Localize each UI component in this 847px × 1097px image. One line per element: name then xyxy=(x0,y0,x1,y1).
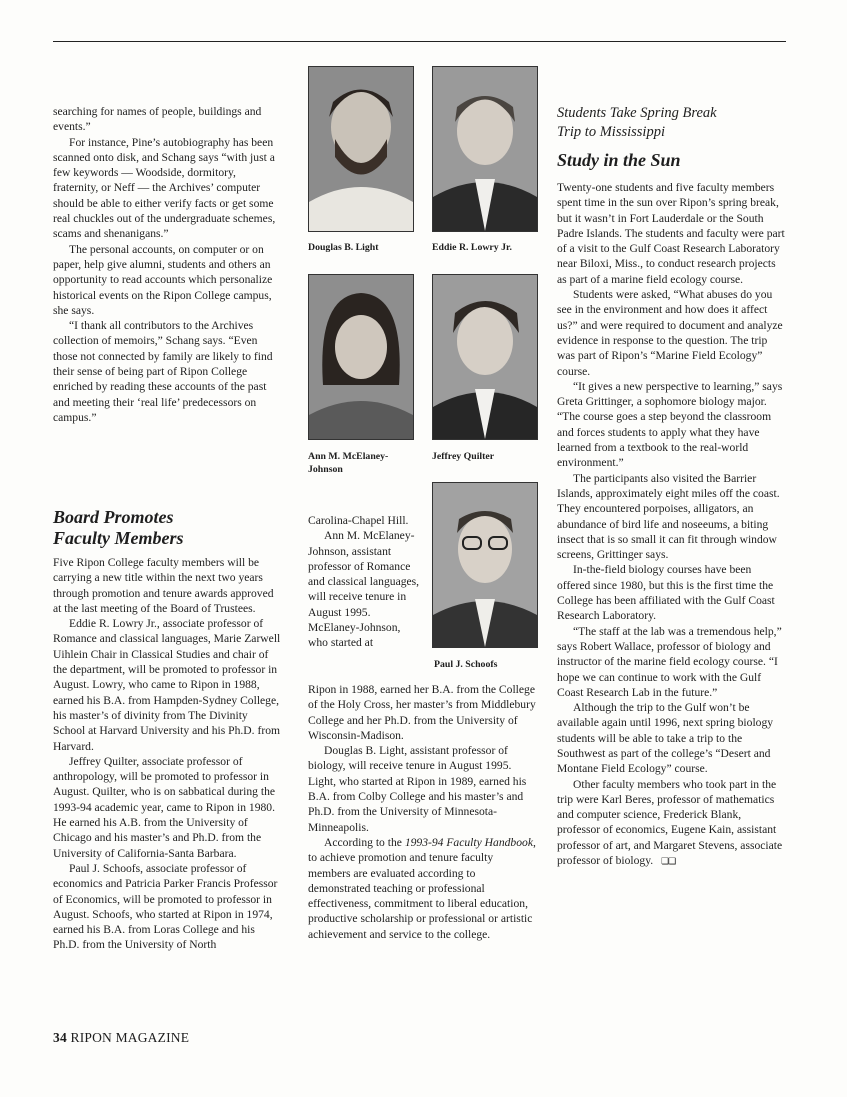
paragraph: searching for names of people, buildings and events.” xyxy=(53,105,262,134)
paragraph: Jeffrey Quilter, associate professor of anthropology, will be promoted to professor in August. Quilter, who is on sabbatical during the 1993-94 academic year, came to Ripon in 1980. He earned his A.B. from the University of Chicago and his master’s and Ph.D. from the University of California-Santa Barbara. xyxy=(53,754,276,860)
photo-eddie-lowry xyxy=(432,66,538,232)
sun-kicker: Students Take Spring Break Trip to Mississippi xyxy=(557,105,717,140)
photo-paul-schoofs xyxy=(432,482,538,648)
paragraph: Carolina-Chapel Hill. xyxy=(308,514,409,527)
paragraph: Eddie R. Lowry Jr., associate professor of Romance and classical languages, Marie Zarwell Uihlein Chair in Classical Studies and chair of the department, will be promoted to professor in August. Lowry, who came to Ripon in 1988, earned his B.A. from Hampden-Sydney College, his master’s of divinity from The Divinity School at Harvard University and his Ph.D. from Harvard. xyxy=(53,617,281,753)
column-left-board xyxy=(53,555,281,953)
paragraph: The participants also visited the Barrier Islands, approximately eight miles off the coast. They encountered porpoises, alligators, an abundance of bird life and noseeums, a biting insect that is so small it can fit through window screens, Grittinger says. xyxy=(557,471,780,562)
column-left-archives xyxy=(53,104,281,425)
paragraph: “The staff at the lab was a tremendous help,” says Robert Wallace, professor of biology and instructor of the marine field ecology course. “I hope we can continue to work with the Gulf Coast Research Lab in the future.” xyxy=(557,624,782,699)
paragraph: Ann M. McElaney-Johnson, assistant professor of Romance and classical languages, will receive tenure in August 1995. McElaney-Johnson, who started at xyxy=(308,529,420,650)
end-mark-icon: ❏❏ xyxy=(661,857,676,868)
caption-jeffrey-quilter: Jeffrey Quilter xyxy=(432,451,495,462)
paragraph: “I thank all contributors to the Archives collection of memoirs,” Schang says. “Even those not connected by family are likely to find their sense of being part of Ripon College enriched by reading these accounts of the past and meeting their ‘real life’ predecessors on campus.” xyxy=(53,319,273,424)
caption-eddie-lowry: Eddie R. Lowry Jr. xyxy=(432,242,512,253)
folio xyxy=(53,1030,189,1046)
caption-ann-mcelaney-johnson: Ann M. McElaney-Johnson xyxy=(308,451,389,475)
photo-jeffrey-quilter xyxy=(432,274,538,440)
magazine-name: RIPON MAGAZINE xyxy=(70,1030,190,1045)
paragraph: In-the-field biology courses have been offered since 1980, but this is the first time the College has been affiliated with the Gulf Coast Research Laboratory. xyxy=(557,563,775,623)
paragraph: Twenty-one students and five faculty members spent time in the sun over Ripon’s spring break, but it wasn’t in Fort Lauderdale or the South Padre Islands. The students and faculty were part of a visit to the Gulf Coast Research Laboratory near Biloxi, Miss., to conduct research projects as part of a marine field ecology course. xyxy=(557,181,785,286)
column-mid-wide xyxy=(308,682,536,942)
handbook-title: 1993-94 Faculty Handbook xyxy=(404,835,533,849)
paragraph: For instance, Pine’s autobiography has been scanned onto disk, and Schang says “with just a few keywords — Woodside, dormitory, fraternity, or Neff — the Archives’ computer should be able to either verify facts or get some real chuckles out of the undergraduate schemes, scams and shenanigans.” xyxy=(53,135,276,241)
column-right-sun xyxy=(557,180,787,870)
paragraph: “It gives a new perspective to learning,” says Greta Grittinger, a sophomore biology major. “The course goes a step beyond the classroom and forces students to apply what they have learned from a textbook to the real-world environment.” xyxy=(557,379,783,470)
column-mid-narrow xyxy=(308,513,420,651)
paragraph: Although the trip to the Gulf won’t be available again until 1996, next spring biology students will be able to take a trip to the Southwest as part of the college’s “Desert and Montane Field Ecology” course. xyxy=(557,701,774,776)
photo-ann-mcelaney-johnson xyxy=(308,274,414,440)
caption-douglas-light: Douglas B. Light xyxy=(308,242,379,253)
paragraph-handbook: According to the 1993-94 Faculty Handbook, to achieve promotion and tenure faculty members are evaluated according to demonstrated teaching or professional effectiveness, commitment to liberal education, productive scholarship or professional or artistic achievement and service to the college. xyxy=(308,835,536,941)
sun-headline: Study in the Sun xyxy=(557,150,681,170)
top-rule xyxy=(53,41,786,42)
paragraph: Five Ripon College faculty members will be carrying a new title within the next two years through promotion and tenure awards approved at the last meeting of the Board of Trustees. xyxy=(53,556,274,615)
page-number: 34 xyxy=(53,1030,67,1045)
paragraph-last: Other faculty members who took part in the trip were Karl Beres, professor of mathematics and computer science, Frederick Blank, professor of economics, Eugene Kain, assistant professor of art, and Margaret Stevens, associate professor of biology. ❏❏ xyxy=(557,777,783,868)
photo-douglas-light xyxy=(308,66,414,232)
paragraph: Students were asked, “What abuses do you see in the environment and how does it affect us?” and were required to document and analyze evidence in response to the question. The trip was part of Ripon’s “Marine Field Ecology” course. xyxy=(557,288,783,378)
paragraph: Ripon in 1988, earned her B.A. from the College of the Holy Cross, her master’s from Middlebury College and her Ph.D. from the University of Wisconsin-Madison. xyxy=(308,683,536,742)
paragraph: The personal accounts, on computer or on paper, help give alumni, students and others an opportunity to read accounts which personalize historical events on the Ripon College campus, she says. xyxy=(53,242,273,317)
caption-paul-schoofs: Paul J. Schoofs xyxy=(434,659,498,670)
board-headline: Board Promotes Faculty Members xyxy=(53,507,184,548)
paragraph: Douglas B. Light, assistant professor of biology, will receive tenure in August 1995. Light, who started at Ripon in 1989, earned his B.A. from Colby College and his master’s and Ph.D. from the University of Minnesota-Minneapolis. xyxy=(308,744,527,834)
paragraph: Paul J. Schoofs, associate professor of economics and Patricia Parker Francis Professor of Economics, will be promoted to professor in August. Schoofs, who started at Ripon in 1974, earned his B.A. from Loras College and his Ph.D. from the University of North xyxy=(53,861,278,952)
